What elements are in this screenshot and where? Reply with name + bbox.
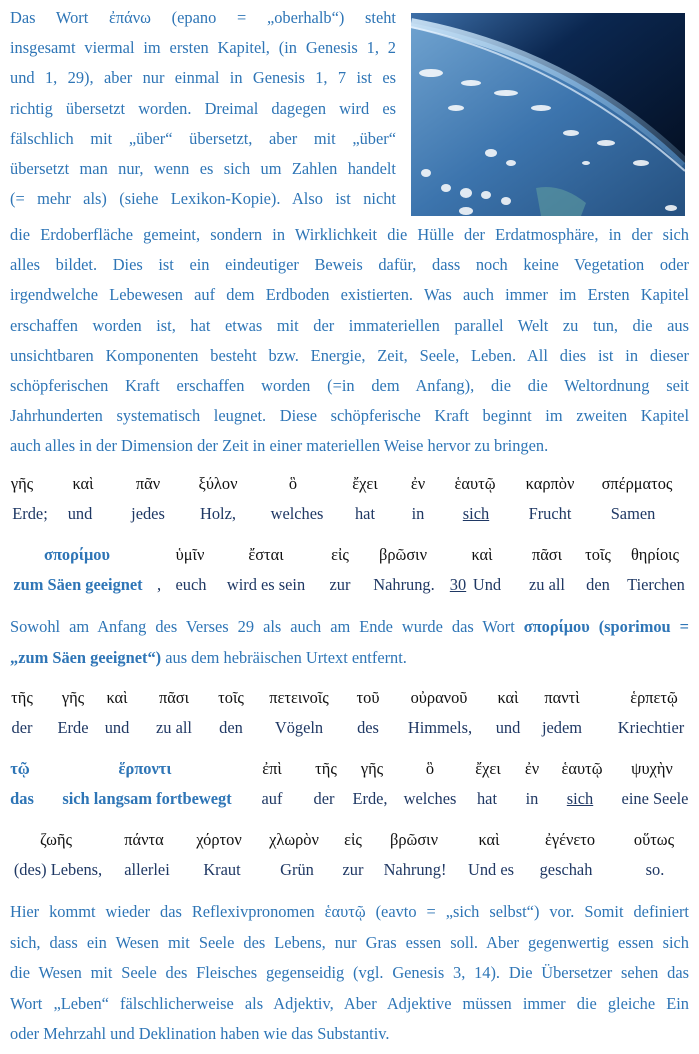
german-word: und [495, 718, 521, 737]
interlinear-german-row [0, 504, 699, 528]
german-word: Und [472, 575, 502, 594]
greek-word: ἐπὶ [262, 759, 282, 778]
interlinear-german-row [0, 575, 699, 599]
german-word: Nahrung! [383, 860, 447, 879]
note-bold-term: „zum Säen geeignet“) [10, 647, 162, 667]
interlinear-german-row [0, 860, 699, 884]
text-line: oder Mehrzahl und Deklination haben wie das Substantiv. [10, 1024, 390, 1044]
german-word: zur [329, 575, 351, 594]
text-line: Jahrhunderten systematisch leugnet. Diese schöpferische Kraft beginnt im zweiten Kapitel [10, 406, 689, 426]
german-word: zur [342, 860, 364, 879]
text-line: Wort „Leben“ fälschlicherweise als Adjektiv, Aber Adjektive müssen immer die gleiche Ein [10, 993, 689, 1013]
greek-word: βρῶσιν [379, 545, 427, 564]
german-word: Tierchen [627, 575, 685, 594]
greek-word: εἰς [344, 830, 362, 849]
german-word: zum Säen geeignet [13, 575, 143, 594]
greek-word: παντὶ [544, 688, 580, 707]
greek-word: εἰς [331, 545, 349, 564]
text-line: auch alles in der Dimension der Zeit in einer materiellen Weise hervor zu bringen. [10, 436, 549, 456]
greek-word: οὐρανοῦ [410, 688, 468, 707]
greek-word: τῆς [11, 688, 33, 707]
greek-word: οὕτως [633, 830, 675, 849]
german-word: allerlei [124, 860, 170, 879]
greek-word: καρπὸν [525, 474, 575, 493]
german-word: der [313, 789, 335, 808]
greek-word: ἔχει [475, 759, 501, 778]
greek-word: ὃ [425, 759, 435, 778]
main-paragraph [10, 220, 689, 462]
german-word: wird es sein [226, 575, 306, 594]
greek-word: βρῶσιν [390, 830, 438, 849]
german-word: eine Seele [621, 789, 689, 808]
greek-word: πάντα [124, 830, 164, 849]
interlinear-greek-row [0, 474, 699, 498]
greek-word: τοῦ [356, 688, 380, 707]
german-word: den [219, 718, 243, 737]
greek-word: ἔχει [352, 474, 378, 493]
german-word: Himmels, [407, 718, 473, 737]
german-word: Holz, [200, 504, 236, 523]
text-line: und 1, 29), aber nur einmal in Genesis 1, 7 ist es [10, 68, 396, 88]
german-word: Erde; [12, 504, 48, 523]
greek-word: σπέρματος [601, 474, 673, 493]
greek-word: γῆς [61, 688, 85, 707]
german-word: der [11, 718, 33, 737]
text-line: erschaffen worden ist, hat etwas mit der immateriellen parallel Welt zu tun, die aus [10, 315, 689, 335]
german-word: in [525, 789, 539, 808]
greek-word: ἔσται [248, 545, 284, 564]
german-word: geschah [539, 860, 593, 879]
text-line: schöpferischen Kraft erschaffen worden (=in dem Anfang), die die Weltordnung seit [10, 375, 689, 395]
note-paragraph [10, 612, 689, 673]
text-line: irgendwelche Lebewesen auf dem Erdboden existierten. Was auch immer im Ersten Kapitel [10, 285, 689, 305]
earth-atmosphere-image [411, 13, 685, 216]
greek-word: τοῖς [218, 688, 244, 707]
greek-word: πᾶν [135, 474, 161, 493]
greek-word: καὶ [478, 830, 500, 849]
text-line: Hier kommt wieder das Reflexivpronomen ἑαυτῷ (eavto = „sich selbst“) vor. Somit definiert [10, 902, 689, 921]
greek-word: καὶ [106, 688, 128, 707]
german-word: (des) Lebens, [13, 860, 103, 879]
german-word: Erde [57, 718, 89, 737]
german-word: Samen [610, 504, 656, 523]
text-line: die Erdoberfläche gemeint, sondern in Wirklichkeit die Hülle der Erdatmosphäre, in der sich [10, 225, 689, 244]
german-word: euch [175, 575, 207, 594]
text-line: übersetzt man nur, wenn es sich um Zahlen handelt [10, 158, 396, 178]
greek-word: ἕρποντι [118, 759, 172, 778]
greek-word: ψυχὴν [631, 759, 673, 778]
interlinear-greek-row [0, 759, 699, 783]
german-word: welches [270, 504, 324, 523]
interlinear-greek-row [0, 545, 699, 569]
greek-word: τοῖς [585, 545, 611, 564]
greek-word: ἐγένετο [544, 830, 596, 849]
text-line: (= mehr als) (siehe Lexikon-Kopie). Also ist nicht [10, 189, 396, 209]
greek-word: ἐν [524, 759, 540, 778]
greek-word: γῆς [360, 759, 384, 778]
german-word: und [104, 718, 130, 737]
greek-word: πετεινοῖς [269, 688, 329, 707]
verse-number: 30 [449, 575, 467, 594]
greek-word: ἑαυτῷ [454, 474, 496, 493]
german-word: das [10, 789, 34, 808]
earth-image-graphic [411, 13, 685, 216]
greek-word: χλωρὸν [269, 830, 319, 849]
greek-word: σπορίμου [44, 545, 110, 564]
greek-word: θηρίοις [630, 545, 680, 564]
interlinear-greek-row [0, 688, 699, 712]
german-word: sich langsam fortbewegt [62, 789, 232, 808]
german-word: Grün [280, 860, 314, 879]
text-line: unsichtbaren Komponenten besteht bzw. Energie, Zeit, Seele, Leben. All dies ist in dieser [10, 345, 689, 365]
greek-word: τῷ [10, 759, 30, 778]
german-word: Kraut [203, 860, 241, 879]
greek-word: ξύλον [198, 474, 238, 493]
greek-word: γῆς [10, 474, 34, 493]
german-word: Kriechtier [617, 718, 685, 737]
german-word: sich [462, 504, 490, 523]
german-word: Nahrung. [373, 575, 435, 594]
german-word: so. [645, 860, 665, 879]
note-text: Sowohl am Anfang des Verses 29 als auch am Ende wurde das Wort [10, 617, 524, 636]
greek-word: ἑρπετῷ [630, 688, 678, 707]
note-bold-term: σπορίμου (sporimou = [523, 617, 689, 636]
german-word: Und es [468, 860, 514, 879]
text-line: Das Wort ἐπάνω (epano = „oberhalb“) steht [10, 8, 396, 27]
interlinear-german-row [0, 789, 699, 813]
text-line: sich, dass ein Wesen mit Seele des Lebens, nur Gras essen soll. Aber gegenwertig essen sich [10, 932, 689, 952]
greek-word: καὶ [497, 688, 519, 707]
interlinear-greek-row [0, 830, 699, 854]
text-line: richtig übersetzt worden. Dreimal dagegen wird es [10, 98, 396, 118]
german-word: Frucht [528, 504, 572, 523]
german-word: jedes [131, 504, 165, 523]
text-line: insgesamt viermal im ersten Kapitel, (in Genesis 1, 2 [10, 38, 396, 58]
german-word: und [67, 504, 93, 523]
german-word: jedem [541, 718, 583, 737]
interlinear-german-row [0, 718, 699, 742]
note-text: aus dem hebräischen Urtext entfernt. [161, 647, 407, 667]
german-word: Erde, [352, 789, 388, 808]
greek-word: πᾶσι [158, 688, 190, 707]
text-line: fälschlich mit „über“ übersetzt, aber mit „über“ [10, 128, 396, 148]
final-paragraph [10, 897, 689, 1050]
greek-word: ζωῆς [39, 830, 73, 849]
greek-word: πᾶσι [531, 545, 563, 564]
german-word: in [411, 504, 425, 523]
greek-word: καὶ [471, 545, 493, 564]
german-word: zu all [156, 718, 192, 737]
intro-paragraph [10, 3, 396, 214]
greek-word: ἐν [410, 474, 426, 493]
greek-word: καὶ [72, 474, 94, 493]
text-line: alles bildet. Dies ist ein eindeutiger Beweis dafür, dass noch keine Vegetation oder [10, 255, 689, 275]
text-line [10, 643, 689, 674]
german-word: auf [261, 789, 283, 808]
greek-word: χόρτον [196, 830, 242, 849]
greek-word: ἑαυτῷ [561, 759, 603, 778]
german-word: sich [566, 789, 594, 808]
german-word: welches [403, 789, 457, 808]
german-punctuation: , [156, 575, 162, 594]
german-word: Vögeln [274, 718, 324, 737]
german-word: hat [354, 504, 376, 523]
greek-word: ὑμῖν [175, 545, 205, 564]
german-word: zu all [529, 575, 565, 594]
text-line: die Wesen mit Seele des Fleisches gegenseidig (vgl. Genesis 3, 14). Die Übersetzer sehen das [10, 963, 689, 983]
german-word: hat [476, 789, 498, 808]
text-line [10, 612, 689, 643]
german-word: den [586, 575, 610, 594]
greek-word: ὃ [288, 474, 298, 493]
greek-word: τῆς [315, 759, 337, 778]
german-word: des [357, 718, 379, 737]
